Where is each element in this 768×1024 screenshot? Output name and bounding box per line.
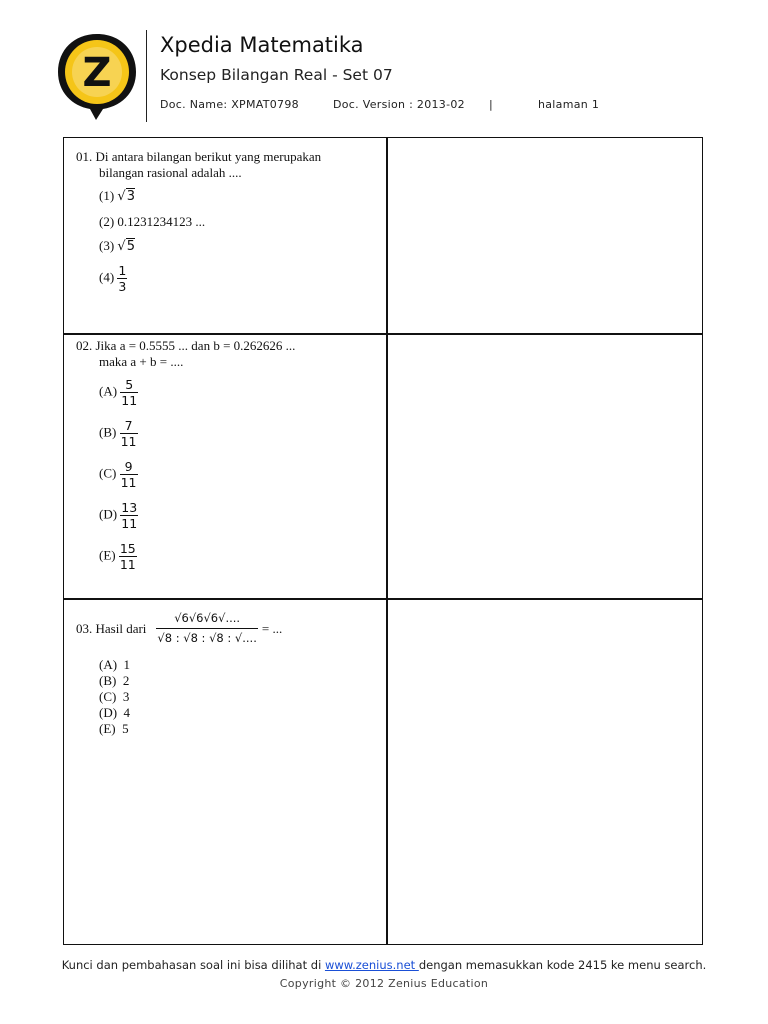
question-prefix: 03. Hasil dari [76,620,147,636]
option-label: (D) [99,705,118,720]
option-d [99,705,130,721]
column-divider [386,138,388,944]
question-text: 02. Jika a = 0.5555 ... dan b = 0.262626 ... [76,338,296,353]
question-suffix: = ... [261,620,283,636]
copyright: Copyright © 2012 Zenius Education [279,977,489,990]
option-label: (E) [99,721,116,736]
option-label: (C) [99,465,117,481]
fraction: $\frac{5}{11}$ [121,377,138,408]
option-label: (1) [99,188,115,203]
option-value: 5 [122,721,129,736]
header-divider [146,30,147,122]
option-value: 1 [123,657,131,672]
option-c [99,689,129,705]
option-value: 2 [122,673,130,688]
doc-name: Doc. Name: XPMAT0798 [160,98,299,111]
header-separator: | [489,98,494,111]
option-label: (3) [99,238,115,253]
option-label: (A) [99,657,118,672]
option-value: 3 [122,689,130,704]
option-label: (E) [99,547,116,563]
question-table [63,137,703,945]
option-e [99,541,137,572]
footer-note [0,958,768,972]
nested-radical-fraction: $\frac{√6√6√6√....}{√8 : √8 : √8 : √....}$ [157,611,257,645]
option-label: (D) [99,506,118,522]
logo-letter: Z [82,50,112,96]
row-divider [64,598,702,600]
option-2 [99,214,205,230]
footer-text: Kunci dan pembahasan soal ini bisa dilihat di [61,958,325,972]
row-divider [64,333,702,335]
page-subtitle: Konsep Bilangan Real - Set 07 [160,66,393,84]
option-value: 4 [123,705,131,720]
option-label: (2) [99,214,115,229]
option-3 [99,238,135,254]
zenius-logo [52,30,142,120]
question-text: 01. Di antara bilangan berikut yang merupakan [76,149,322,164]
option-b [99,418,138,449]
fraction: $\frac{15}{11}$ [119,541,136,572]
option-label: (4) [99,269,115,285]
zenius-link[interactable]: www.zenius.net [324,958,419,972]
option-value: √3 [117,189,135,204]
doc-version: Doc. Version : 2013-02 [333,98,465,111]
option-label: (C) [99,689,117,704]
option-a [99,377,138,408]
option-b [99,673,129,689]
option-label: (B) [99,424,117,440]
option-c [99,459,138,490]
fraction: $\frac{9}{11}$ [120,459,137,490]
question-text: maka a + b = .... [99,354,184,369]
fraction: $\frac{7}{11}$ [120,418,137,449]
footer-text: dengan memasukkan kode 2415 ke menu search. [418,958,707,972]
option-e [99,721,129,737]
question-text: bilangan rasional adalah .... [99,165,242,180]
fraction: $\frac{1}{3}$ [118,263,127,294]
option-label: (B) [99,673,117,688]
option-label: (A) [99,383,118,399]
question-text [76,611,282,646]
option-1 [99,188,135,204]
option-4 [99,263,127,294]
option-value: √5 [117,239,135,254]
option-d [99,500,138,531]
fraction: $\frac{13}{11}$ [121,500,138,531]
option-value: 0.1231234123 ... [117,214,206,229]
page-number: halaman 1 [538,98,600,111]
option-a [99,657,130,673]
page-title: Xpedia Matematika [160,33,364,57]
